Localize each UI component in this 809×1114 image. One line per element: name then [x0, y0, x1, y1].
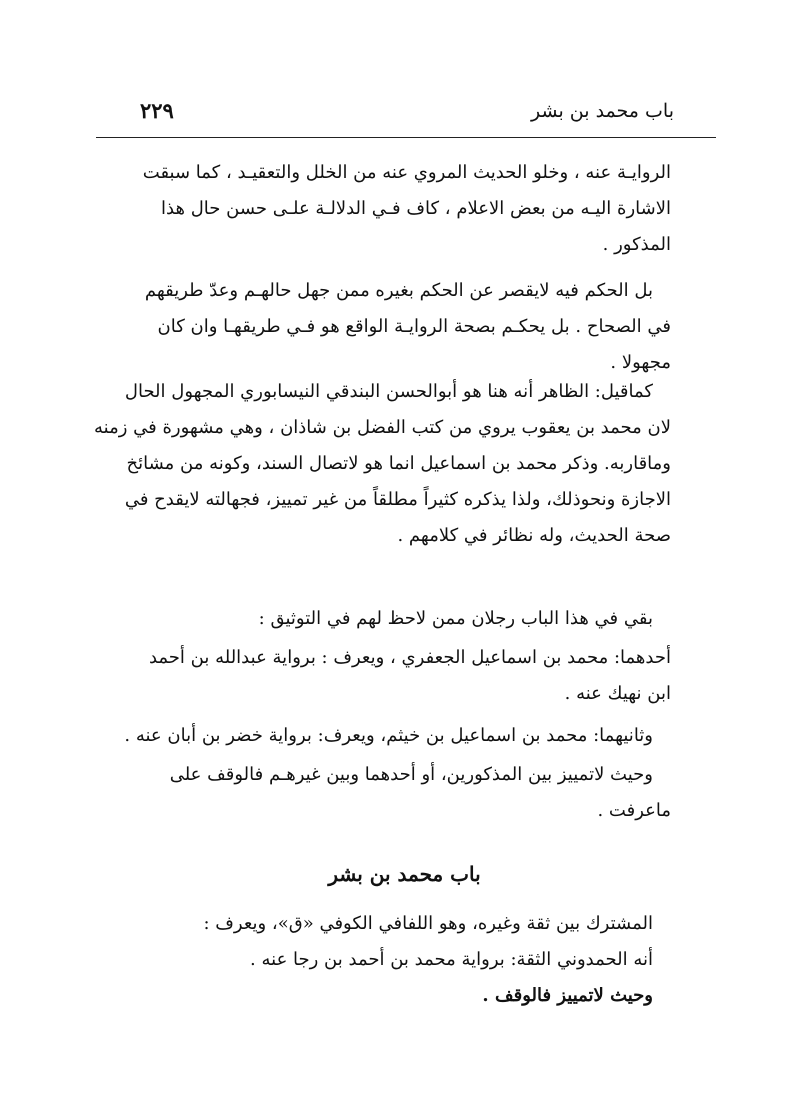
text-line: صحة الحديث، وله نظائر في كلامهم . — [397, 525, 671, 546]
header-divider — [96, 137, 716, 138]
text-line: الاشارة اليـه من بعض الاعلام ، كاف فـي الدلالـة علـى حسن حال هذا — [161, 198, 671, 219]
text-line: وثانيهما: محمد بن اسماعيل بن خيثم، ويعرف: برواية خضر بن أبان عنه . — [124, 725, 653, 746]
section-body — [141, 906, 671, 1014]
page-number: ٢٢٩ — [140, 98, 174, 123]
paragraph-4 — [141, 601, 671, 637]
text-line: المشترك بين ثقة وغيره، وهو اللفافي الكوفي «ق»، ويعرف : — [203, 913, 653, 934]
paragraph-6 — [124, 718, 671, 754]
paragraph-5 — [141, 640, 671, 712]
text-line: وحيث لاتمييز بين المذكورين، أو أحدهما وبين غيرهـم فالوقف على — [169, 764, 653, 785]
text-line: المذكور . — [602, 234, 671, 255]
running-head — [140, 100, 674, 130]
text-line: مجهولا . — [610, 352, 671, 373]
text-line: أنه الحمدوني الثقة: برواية محمد بن أحمد بن رجا عنه . — [250, 949, 653, 970]
running-title: باب محمد بن بشر — [531, 100, 674, 122]
text-line: الروايـة عنه ، وخلو الحديث المروي عنه من الخلل والتعقيـد ، كما سبقت — [142, 162, 671, 183]
text-line: في الصحاح . بل يحكـم بصحة الروايـة الواقع هو فـي طريقهـا وان كان — [157, 316, 671, 337]
paragraph-7 — [141, 757, 671, 829]
paragraph-1 — [141, 155, 671, 263]
paragraph-2 — [141, 273, 671, 381]
text-line: وماقاربه. وذكر محمد بن اسماعيل انما هو لاتصال السند، وكونه من مشائخ — [126, 453, 671, 474]
text-line: الاجازة ونحوذلك، ولذا يذكره كثيراً مطلقاً من غير تمييز، فجهالته لايقدح في — [124, 489, 671, 510]
text-line: ماعرفت . — [597, 800, 671, 821]
text-line: لان محمد بن يعقوب يروي من كتب الفضل بن شاذان ، وهي مشهورة في زمنه — [94, 417, 671, 438]
text-line: أحدهما: محمد بن اسماعيل الجعفري ، ويعرف : برواية عبدالله بن أحمد — [148, 647, 671, 668]
text-line: وحيث لاتمييز فالوقف . — [482, 985, 653, 1006]
text-line: كماقيل: الظاهر أنه هنا هو أبوالحسن البندقي النيسابوري المجهول الحال — [124, 381, 653, 402]
section-title: باب محمد بن بشر — [328, 862, 481, 886]
text-line: ابن نهيك عنه . — [564, 683, 671, 704]
text-line: بل الحكم فيه لايقصر عن الحكم بغيره ممن جهل حالهـم وعدّ طريقهم — [144, 280, 653, 301]
text-line: بقي في هذا الباب رجلان ممن لاحظ لهم في التوثيق : — [258, 608, 653, 629]
paragraph-3 — [94, 374, 671, 554]
